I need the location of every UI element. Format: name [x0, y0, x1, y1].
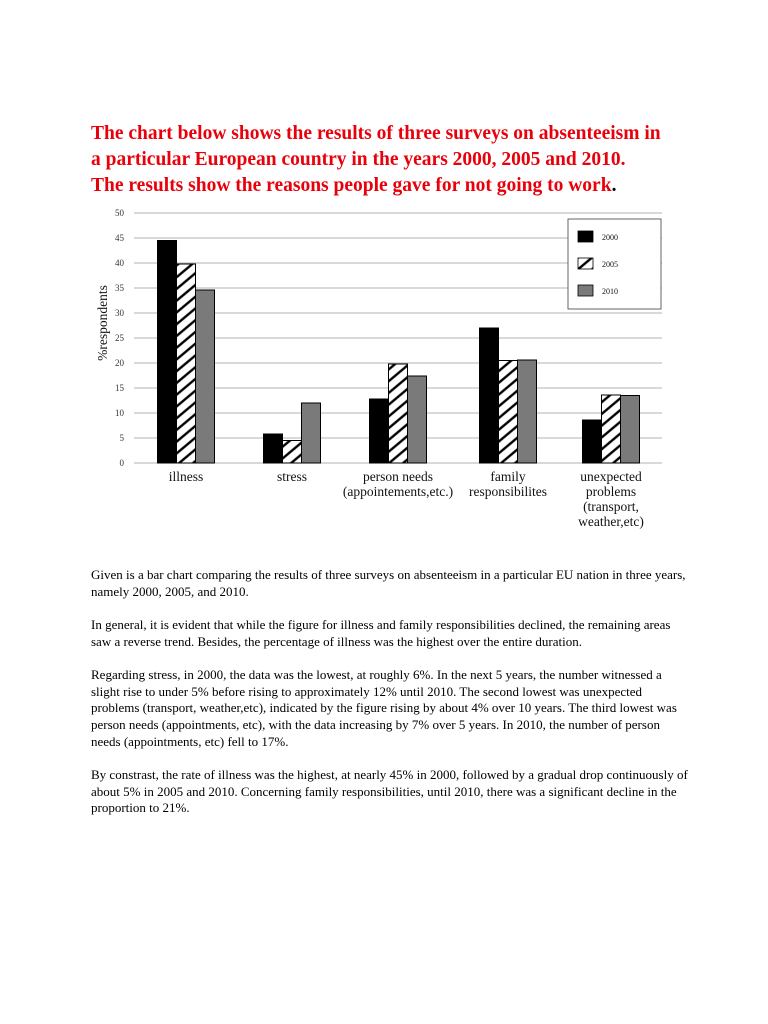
page-heading: [91, 121, 731, 199]
y-tick-label: 45: [115, 233, 124, 243]
x-category-label: problems: [585, 484, 637, 499]
x-category-label: unexpected: [580, 469, 642, 484]
bar-2000-3: [480, 328, 499, 463]
legend-swatch-2000: [578, 231, 593, 242]
heading-end-punct: .: [611, 175, 617, 196]
y-tick-label: 30: [115, 308, 124, 318]
bar-2005-4: [602, 395, 621, 463]
paragraph-4: By constrast, the rate of illness was the highest, at nearly 45% in 2000, followed by a gradual drop continuously of about 5% in 2005 and 2010. Concerning family responsibilities, until 2010, there was a significant decline in the proportion to 21%.: [91, 766, 688, 816]
bar-2005-3: [499, 361, 518, 464]
heading-line-2: a particular European country in the years 2000, 2005 and 2010.: [91, 149, 626, 170]
bar-2010-0: [196, 290, 215, 463]
paragraph-2: In general, it is evident that while the figure for illness and family responsibilities declined, the remaining areas saw a reverse trend. Besides, the percentage of illness was the highest over the entire duration.: [91, 616, 671, 649]
x-category-label: illness: [168, 469, 204, 484]
x-category-label: (transport,: [583, 499, 639, 514]
bar-2000-1: [264, 434, 283, 463]
heading-line-1: The chart below shows the results of three surveys on absenteeism in: [91, 123, 661, 144]
x-category-label: stress: [277, 469, 307, 484]
y-tick-label: 25: [115, 333, 124, 343]
legend-swatch-2010: [578, 285, 593, 296]
y-tick-label: 0: [119, 458, 124, 468]
bar-2010-2: [408, 376, 427, 463]
y-tick-label: 15: [115, 383, 124, 393]
legend-label-2000: 2000: [602, 233, 618, 242]
bar-2000-2: [370, 399, 389, 463]
y-tick-label: 20: [115, 358, 124, 368]
bar-2005-0: [177, 264, 196, 463]
y-tick-label: 40: [115, 258, 124, 268]
bar-2000-4: [583, 420, 602, 463]
paragraph-3: Regarding stress, in 2000, the data was the lowest, at roughly 6%. In the next 5 years, the number witnessed a slight rise to under 5% before rising to approximately 12% until 2010. The second lowest was unexpected problems (transport, weather,etc), indicated by the figure rising by about 4% over 10 years. The third lowest was person needs (appointments, etc), with the data increasing by 7% over 5 years. In 2010, the number of person needs (appointments, etc) fell to 17%.: [91, 666, 677, 749]
x-category-label: weather,etc): [578, 514, 644, 529]
bar-2010-3: [518, 360, 537, 463]
y-axis-label: %respondents: [95, 285, 110, 361]
y-tick-label: 10: [115, 408, 124, 418]
y-tick-label: 35: [115, 283, 124, 293]
x-category-label: responsibilites: [469, 484, 547, 499]
bar-2000-0: [158, 241, 177, 464]
y-tick-label: 50: [115, 208, 124, 218]
bar-2010-4: [621, 396, 640, 464]
bar-chart-svg: [90, 203, 680, 543]
bar-chart: [90, 203, 680, 543]
y-tick-label: 5: [119, 433, 124, 443]
heading-line-3: The results show the reasons people gave for not going to work: [91, 175, 612, 196]
x-category-label: (appointements,etc.): [342, 484, 454, 499]
legend-swatch-2005: [578, 258, 593, 269]
x-category-label: person needs: [362, 469, 434, 484]
legend-label-2005: 2005: [602, 260, 618, 269]
essay-text: [91, 567, 691, 833]
x-category-label: family: [490, 469, 526, 484]
bar-2005-1: [283, 441, 302, 464]
paragraph-1: Given is a bar chart comparing the results of three surveys on absenteeism in a particular EU nation in three years, namely 2000, 2005, and 2010.: [91, 567, 686, 599]
bar-2005-2: [389, 364, 408, 463]
bar-2010-1: [302, 403, 321, 463]
legend-label-2010: 2010: [602, 287, 618, 296]
